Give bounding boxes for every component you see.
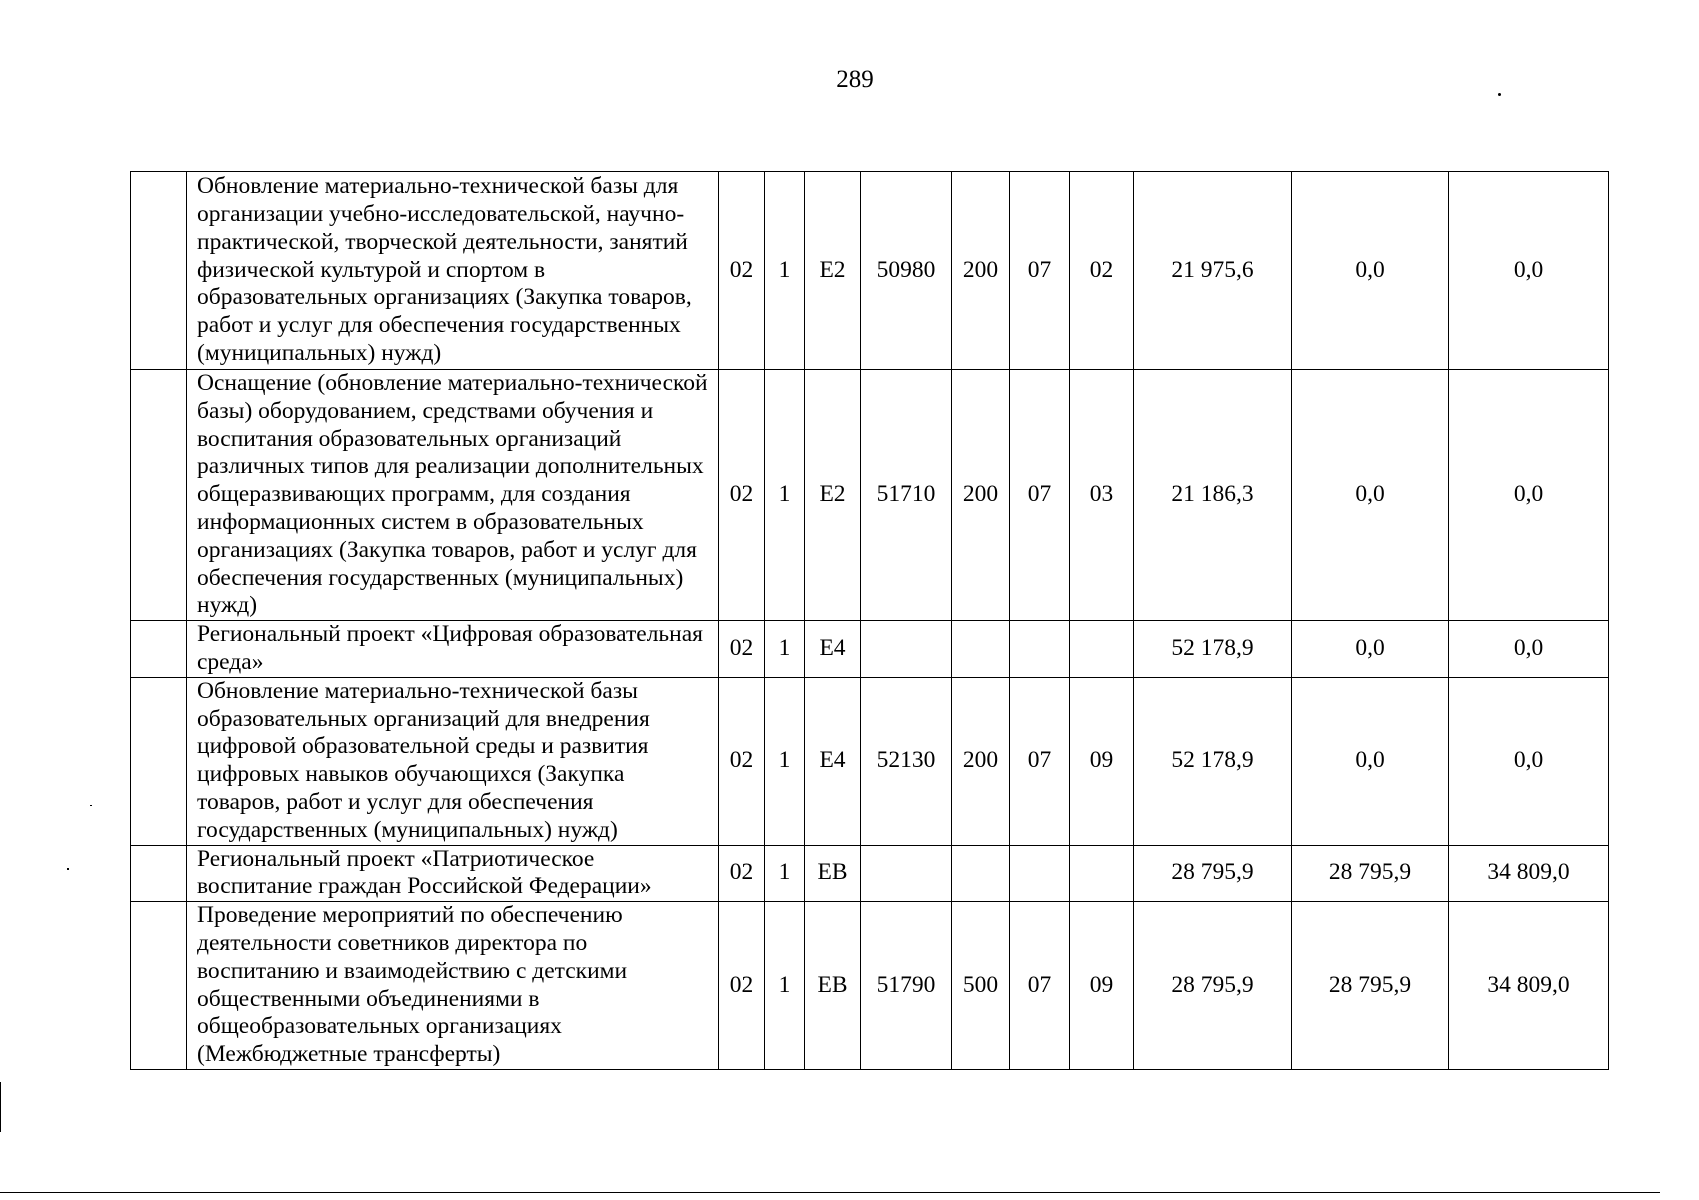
amount-year-1: 28 795,9	[1134, 845, 1292, 902]
amount-year-1: 28 795,9	[1134, 902, 1292, 1070]
amount-year-2: 0,0	[1292, 370, 1449, 621]
scan-speck	[1498, 93, 1501, 96]
amount-year-1: 21 975,6	[1134, 172, 1292, 370]
code-subprogram: 1	[765, 677, 805, 845]
code-subprogram: 1	[765, 845, 805, 902]
row-number-cell	[131, 172, 187, 370]
code-subsection	[1070, 621, 1134, 678]
code-subsection: 02	[1070, 172, 1134, 370]
code-direction: 52130	[861, 677, 952, 845]
table-row	[131, 845, 1609, 902]
code-subsection: 09	[1070, 677, 1134, 845]
row-name: Региональный проект «Цифровая образовательная среда»	[187, 621, 719, 678]
table-row	[131, 621, 1609, 678]
code-program: 02	[719, 370, 765, 621]
code-expense-type	[952, 621, 1010, 678]
row-number-cell	[131, 370, 187, 621]
code-direction: 51790	[861, 902, 952, 1070]
scan-edge-mark	[0, 1082, 1, 1132]
amount-year-3: 0,0	[1449, 621, 1609, 678]
scan-speck	[67, 868, 69, 870]
code-program: 02	[719, 172, 765, 370]
code-project: E4	[805, 677, 861, 845]
row-name: Обновление материально-технической базы образовательных организаций для внедрения цифровой образовательной среды и развития цифровых навыков обучающихся (Закупка товаров, работ и услуг для обеспечения государственных (муниципальных) нужд)	[187, 677, 719, 845]
code-expense-type: 200	[952, 172, 1010, 370]
amount-year-1: 52 178,9	[1134, 677, 1292, 845]
code-section: 07	[1010, 677, 1070, 845]
code-subprogram: 1	[765, 172, 805, 370]
table-row	[131, 902, 1609, 1070]
code-direction: 50980	[861, 172, 952, 370]
amount-year-3: 0,0	[1449, 677, 1609, 845]
code-program: 02	[719, 845, 765, 902]
row-name: Обновление материально-технической базы для организации учебно-исследовательской, научно-практической, творческой деятельности, занятий физической культурой и спортом в образовательных организациях (Закупка товаров, работ и услуг для обеспечения государственных (муниципальных) нужд)	[187, 172, 719, 370]
code-expense-type: 200	[952, 370, 1010, 621]
amount-year-3: 0,0	[1449, 172, 1609, 370]
amount-year-2: 0,0	[1292, 172, 1449, 370]
row-number-cell	[131, 621, 187, 678]
scan-edge-line	[0, 1192, 1660, 1193]
code-direction	[861, 621, 952, 678]
code-program: 02	[719, 677, 765, 845]
table-row	[131, 172, 1609, 370]
scan-speck	[90, 805, 92, 806]
code-expense-type	[952, 845, 1010, 902]
amount-year-3: 34 809,0	[1449, 902, 1609, 1070]
amount-year-1: 52 178,9	[1134, 621, 1292, 678]
row-number-cell	[131, 902, 187, 1070]
amount-year-2: 0,0	[1292, 621, 1449, 678]
row-name: Оснащение (обновление материально-технической базы) оборудованием, средствами обучения и воспитания образовательных организаций различных типов для реализации дополнительных общеразвивающих программ, для создания информационных систем в образовательных организациях (Закупка товаров, работ и услуг для обеспечения государственных (муниципальных) нужд)	[187, 370, 719, 621]
code-subprogram: 1	[765, 902, 805, 1070]
amount-year-2: 28 795,9	[1292, 902, 1449, 1070]
budget-table	[130, 171, 1609, 1070]
row-number-cell	[131, 677, 187, 845]
code-section	[1010, 845, 1070, 902]
row-number-cell	[131, 845, 187, 902]
code-subsection	[1070, 845, 1134, 902]
amount-year-3: 34 809,0	[1449, 845, 1609, 902]
amount-year-3: 0,0	[1449, 370, 1609, 621]
page-number: 289	[836, 66, 874, 93]
code-subprogram: 1	[765, 370, 805, 621]
code-section: 07	[1010, 370, 1070, 621]
amount-year-2: 0,0	[1292, 677, 1449, 845]
code-subprogram: 1	[765, 621, 805, 678]
code-project: E2	[805, 370, 861, 621]
amount-year-2: 28 795,9	[1292, 845, 1449, 902]
code-expense-type: 500	[952, 902, 1010, 1070]
code-section	[1010, 621, 1070, 678]
code-subsection: 03	[1070, 370, 1134, 621]
code-project: EB	[805, 845, 861, 902]
table-row	[131, 677, 1609, 845]
row-name: Проведение мероприятий по обеспечению деятельности советников директора по воспитанию и взаимодействию с детскими общественными объединениями в общеобразовательных организациях (Межбюджетные трансферты)	[187, 902, 719, 1070]
code-direction: 51710	[861, 370, 952, 621]
code-project: E2	[805, 172, 861, 370]
code-subsection: 09	[1070, 902, 1134, 1070]
code-program: 02	[719, 902, 765, 1070]
code-project: EB	[805, 902, 861, 1070]
code-program: 02	[719, 621, 765, 678]
code-section: 07	[1010, 902, 1070, 1070]
code-project: E4	[805, 621, 861, 678]
row-name: Региональный проект «Патриотическое воспитание граждан Российской Федерации»	[187, 845, 719, 902]
amount-year-1: 21 186,3	[1134, 370, 1292, 621]
code-expense-type: 200	[952, 677, 1010, 845]
code-direction	[861, 845, 952, 902]
code-section: 07	[1010, 172, 1070, 370]
table-row	[131, 370, 1609, 621]
